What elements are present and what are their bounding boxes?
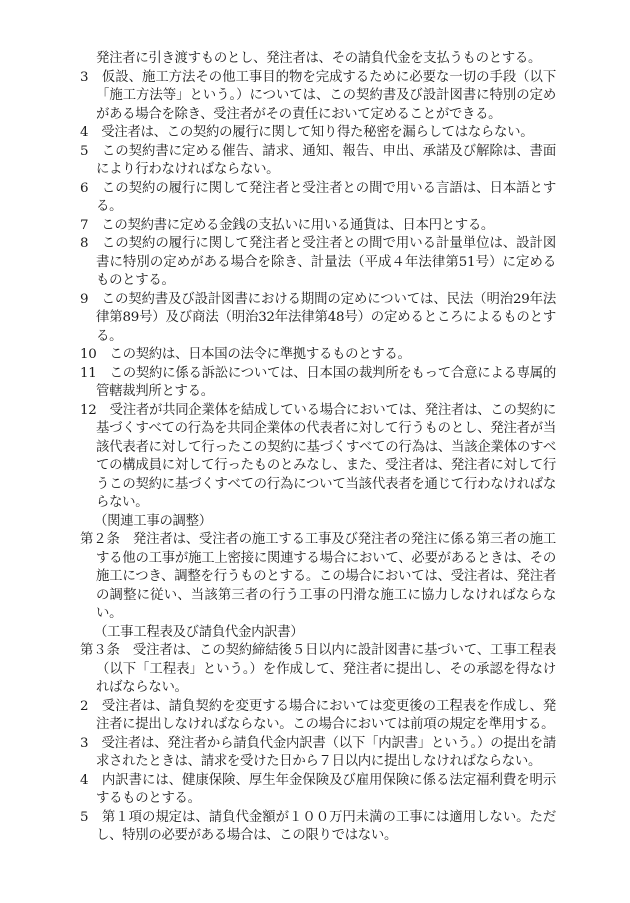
- paragraph-5: 5 この契約書に定める催告、請求、通知、報告、申出、承諾及び解除は、書面により行わなければならない。: [80, 143, 556, 177]
- paragraph-3: 3 仮設、施工方法その他工事目的物を完成するために必要な一切の手段（以下「施工方法等」という。）については、この契約書及び設計図書に特別の定めがある場合を除き、受注者がその責任において定めることができる。: [80, 69, 556, 122]
- paragraph-3-3: 3 受注者は、発注者から請負代金内訳書（以下「内訳書」という。）の提出を請求されたときは、請求を受けた日から７日以内に提出しなければならない。: [80, 735, 556, 769]
- continued-paragraph: 発注者に引き渡すものとし、発注者は、その請負代金を支払うものとする。: [96, 51, 542, 66]
- article-caption: （工事工程表及び請負代金内訳書）: [94, 624, 304, 640]
- contract-text: [80, 50, 556, 846]
- paragraph-9: 9 この契約書及び設計図書における期間の定めについては、民法（明治29年法律第89号）及び商法（明治32年法律第48号）の定めるところによるものとする。: [80, 291, 556, 344]
- paragraph-6: 6 この契約の履行に関して発注者と受注者との間で用いる言語は、日本語とする。: [80, 180, 556, 214]
- paragraph-3-2: 2 受注者は、請負契約を変更する場合においては変更後の工程表を作成し、発注者に提出しなければならない。この場合においては前項の規定を準用する。: [80, 698, 556, 732]
- paragraph-11: 11 この契約に係る訴訟については、日本国の裁判所をもって合意による専属的管轄裁判所とする。: [80, 365, 556, 399]
- article-3: 第３条 受注者は、この契約締結後５日以内に設計図書に基づいて、工事工程表（以下「工程表」という。）を作成して、発注者に提出し、その承認を得なければならない。: [80, 643, 556, 695]
- article-2: 第２条 発注者は、受注者の施工する工事及び発注者の発注に係る第三者の施工する他の工事が施工上密接に関連する場合において、必要があるときは、その施工につき、調整を行うものとする。この場合においては、受注者は、発注者の調整に従い、当該第三者の行う工事の円滑な施工に協力しなければならない。: [80, 532, 556, 621]
- paragraph-3-5: 5 第１項の規定は、請負代金額が１００万円未満の工事には適用しない。ただし、特別の必要がある場合は、この限りではない。: [80, 809, 556, 843]
- paragraph-12: 12 受注者が共同企業体を結成している場合においては、発注者は、この契約に基づくすべての行為を共同企業体の代表者に対して行うものとし、発注者が当該代表者に対して行ったこの契約に基づくすべての行為は、当該企業体のすべての構成員に対して行ったものとみなし、また、受注者は、発注者に対して行うこの契約に基づくすべての行為について当該代表者を通じて行わなければならない。: [80, 402, 556, 510]
- paragraph-4: 4 受注者は、この契約の履行に関して知り得た秘密を漏らしてはならない。: [80, 125, 534, 140]
- paragraph-8: 8 この契約の履行に関して発注者と受注者との間で用いる計量単位は、設計図書に特別の定めがある場合を除き、計量法（平成４年法律第51号）に定めるものとする。: [80, 236, 556, 288]
- article-caption: （関連工事の調整）: [94, 513, 212, 529]
- paragraph-3-4: 4 内訳書には、健康保険、厚生年金保険及び雇用保険に係る法定福利費を明示するものとする。: [80, 772, 556, 806]
- paragraph-10: 10 この契約は、日本国の法令に準拠するものとする。: [80, 347, 411, 362]
- paragraph-7: 7 この契約書に定める金銭の支払いに用いる通貨は、日本円とする。: [80, 217, 495, 233]
